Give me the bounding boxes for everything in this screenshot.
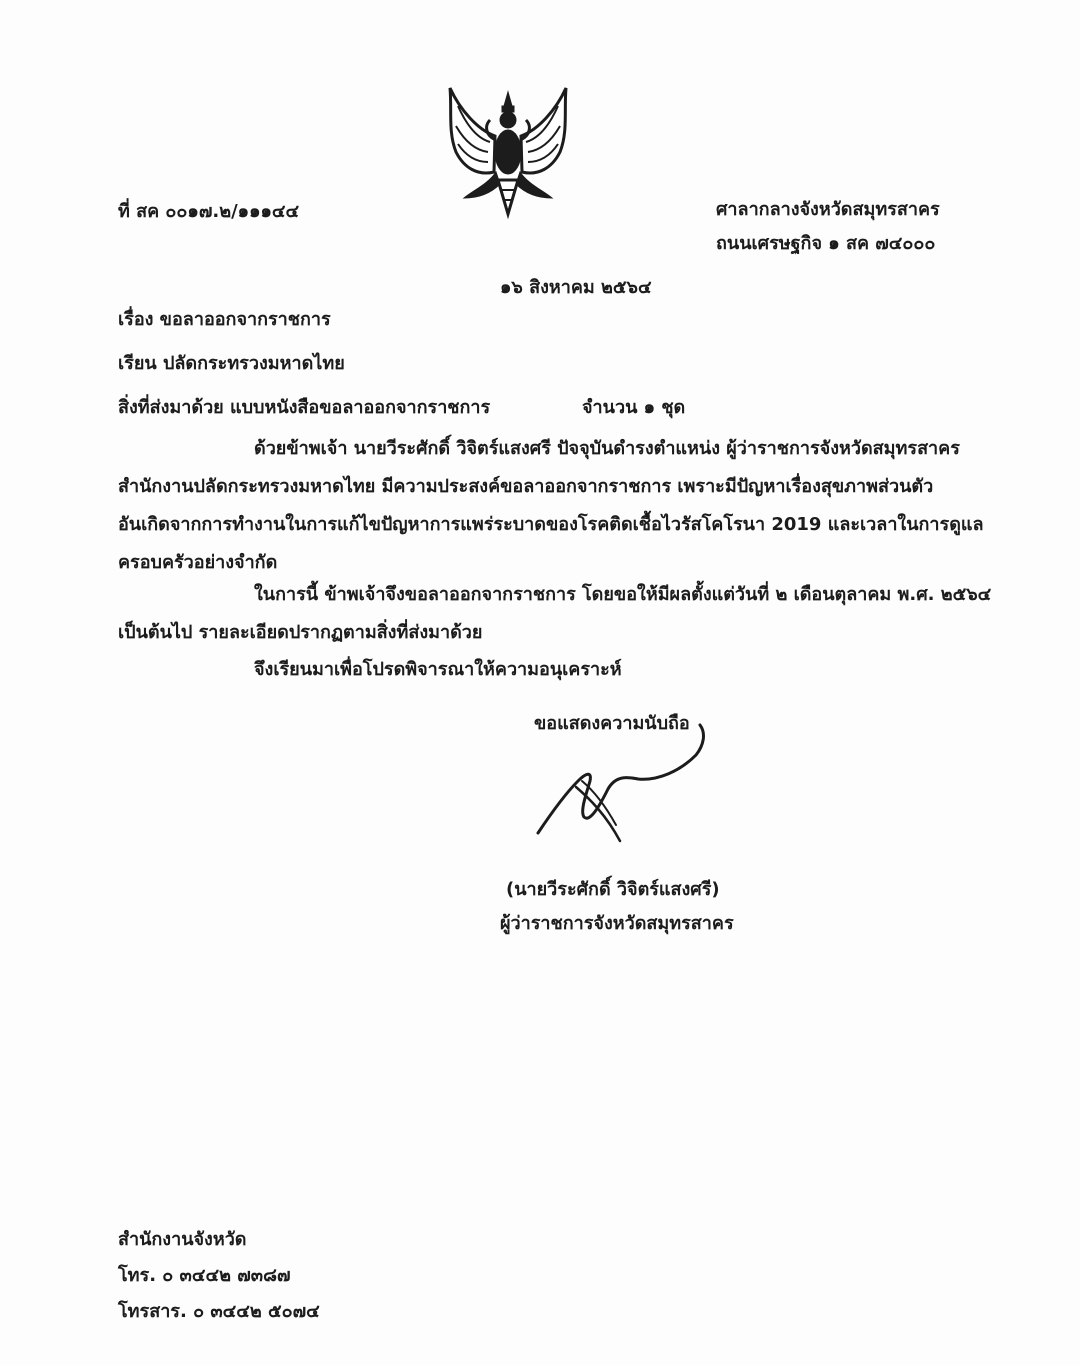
body-paragraph-2 (118, 576, 992, 652)
reference-number: ที่ สค ๐๐๑๗.๒/๑๑๑๔๔ (118, 201, 300, 222)
paragraph-1-line: ครอบครัวอย่างจำกัด (118, 552, 278, 573)
closing-request: จึงเรียนมาเพื่อโปรดพิจารณาให้ความอนุเคราะห์ (254, 659, 622, 680)
recipient-line: เรียน ปลัดกระทรวงมหาดไทย (118, 353, 345, 374)
office-address: ถนนเศรษฐกิจ ๑ สค ๗๔๐๐๐ (716, 233, 936, 254)
paragraph-1-line: อันเกิดจากการทำงานในการแก้ไขปัญหาการแพร่ระบาดของโรคติดเชื้อไวรัสโคโรนา 2019 และเวลาในการดูแล (118, 514, 984, 535)
regards-line: ขอแสดงความนับถือ (534, 713, 690, 734)
footer-phone: โทร. ๐ ๓๔๔๒ ๗๓๘๗ (118, 1265, 291, 1286)
signatory-position: ผู้ว่าราชการจังหวัดสมุทรสาคร (500, 913, 734, 934)
paragraph-1-line: ด้วยข้าพเจ้า นายวีระศักดิ์ วิจิตร์แสงศรี ปัจจุบันดำรงตำแหน่ง ผู้ว่าราชการจังหวัดสมุทรสาคร (254, 438, 960, 459)
enclosure-line: สิ่งที่ส่งมาด้วย แบบหนังสือขอลาออกจากราชการ (118, 397, 491, 418)
paragraph-2-line: เป็นต้นไป รายละเอียดปรากฏตามสิ่งที่ส่งมาด้วย (118, 622, 483, 643)
enclosure-count: จำนวน ๑ ชุด (582, 397, 686, 418)
subject-line: เรื่อง ขอลาออกจากราชการ (118, 309, 331, 330)
signatory-name: (นายวีระศักดิ์ วิจิตร์แสงศรี) (506, 879, 720, 900)
office-name: ศาลากลางจังหวัดสมุทรสาคร (716, 199, 940, 220)
signature-mark (520, 715, 720, 855)
footer-office: สำนักงานจังหวัด (118, 1229, 247, 1250)
paragraph-1-line: สำนักงานปลัดกระทรวงมหาดไทย มีความประสงค์ขอลาออกจากราชการ เพราะมีปัญหาเรื่องสุขภาพส่วนตัว (118, 476, 934, 497)
paragraph-2-line: ในการนี้ ข้าพเจ้าจึงขอลาออกจากราชการ โดยขอให้มีผลตั้งแต่วันที่ ๒ เดือนตุลาคม พ.ศ. ๒๕๖๔ (254, 584, 992, 605)
body-paragraph-1 (118, 430, 984, 582)
letter-date: ๑๖ สิงหาคม ๒๕๖๔ (500, 277, 652, 298)
garuda-emblem-icon (438, 80, 578, 220)
footer-fax: โทรสาร. ๐ ๓๔๔๒ ๕๐๗๔ (118, 1301, 320, 1322)
